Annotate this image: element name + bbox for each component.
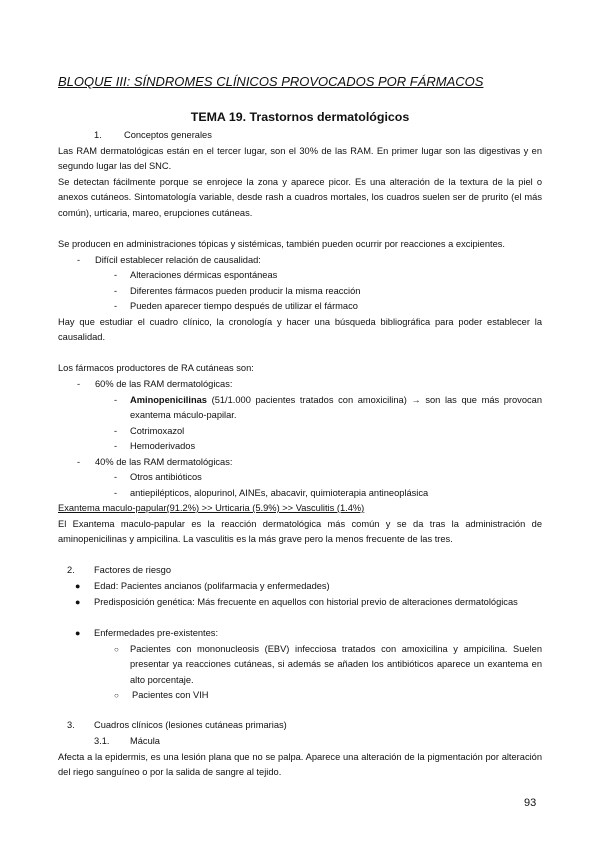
paragraph: Las RAM dermatológicas están en el tercer lugar, son el 30% de las RAM. En primer lugar son las digestivas y en segundo lugar las del SNC. (58, 146, 542, 172)
list-item: Difícil establecer relación de causalidad: (95, 255, 261, 265)
list-item: Pueden aparecer tiempo después de utilizar el fármaco (130, 301, 358, 311)
paragraph: Hay que estudiar el cuadro clínico, la cronología y hacer una búsqueda bibliográfica para poder establecer la causalidad. (58, 317, 542, 343)
dash-marker: - (114, 395, 118, 405)
paragraph: Se detectan fácilmente porque se enrojece la zona y aparece picor. Es una alteración de la textura de la piel o anexos cutáneos. Sintomatología variable, desde rash a cuadros mortales, los cuadros suelen ser de prurito (el más común), urticaria, mareo, erupciones cutáneas. (58, 177, 542, 218)
list-item: Pacientes con VIH (132, 690, 209, 700)
list-item: 60% de las RAM dermatológicas: (95, 379, 233, 389)
list-item: Otros antibióticos (130, 472, 202, 482)
drug-name: Aminopenicilinas (130, 395, 207, 405)
section-heading: Conceptos generales (124, 130, 212, 140)
dash-marker: - (114, 488, 118, 498)
list-item: Enfermedades pre-existentes: (94, 628, 219, 638)
list-item: Diferentes fármacos pueden producir la misma reacción (130, 286, 361, 296)
subsection-heading: Mácula (130, 736, 160, 746)
bullet-marker: ● (75, 597, 81, 607)
dash-marker: - (77, 255, 81, 265)
dash-marker: - (114, 270, 118, 280)
subsection-number: 3.1. (94, 736, 110, 746)
dash-marker: - (114, 441, 118, 451)
section-number: 2. (67, 565, 75, 575)
dash-marker: - (114, 426, 118, 436)
list-item: 40% de las RAM dermatológicas: (95, 457, 233, 467)
dash-marker: - (114, 301, 118, 311)
dash-marker: - (114, 472, 118, 482)
list-item: Pacientes con mononucleosis (EBV) infecciosa tratados con amoxicilina y ampicilina. Suelen presentar ya reacciones cutáneas, si además se añaden los antibióticos aparece un exantema en alto porcentaje. (130, 644, 542, 685)
paragraph: Los fármacos productores de RA cutáneas son: (58, 363, 254, 373)
list-item: Cotrimoxazol (130, 426, 185, 436)
list-item: Edad: Pacientes ancianos (polifarmacia y enfermedades) (94, 581, 330, 591)
block-title: BLOQUE III: SÍNDROMES CLÍNICOS PROVOCADOS POR FÁRMACOS (58, 74, 484, 89)
drug-description: (51/1.000 pacientes tratados con amoxicilina) → son las que más provocan exantema máculo-papilar. (130, 395, 542, 421)
list-item: Alteraciones dérmicas espontáneas (130, 270, 278, 280)
paragraph: El Exantema maculo-papular es la reacción dermatológica más común y se da tras la administración de aminopenicilinas y ampicilina. La vasculitis es la más grave pero la menos frecuente de las tres. (58, 519, 542, 545)
dash-marker: - (77, 457, 81, 467)
paragraph: Afecta a la epidermis, es una lesión plana que no se palpa. Aparece una alteración de la pigmentación por alteración del riego sanguíneo o por la salida de sangre al tejido. (58, 752, 542, 778)
page-number: 93 (524, 797, 537, 809)
dash-marker: - (77, 379, 81, 389)
list-item-aminopenicilinas (130, 393, 542, 424)
list-item: antiepilépticos, alopurinol, AINEs, abacavir, quimioterapia antineoplásica (130, 488, 429, 498)
section-number: 3. (67, 720, 75, 730)
frequency-line: Exantema maculo-papular(91.2%) >> Urticaria (5.9%) >> Vasculitis (1.4%) (58, 503, 365, 513)
paragraph: Se producen en administraciones tópicas y sistémicas, también pueden ocurrir por reacciones a excipientes. (58, 239, 505, 249)
circle-marker: ○ (114, 645, 119, 654)
page-title: TEMA 19. Trastornos dermatológicos (190, 110, 410, 124)
list-item: Predisposición genética: Más frecuente en aquellos con historial previo de alteraciones dermatológicas (94, 597, 518, 607)
bullet-marker: ● (75, 581, 81, 591)
dash-marker: - (114, 286, 118, 296)
section-number: 1. (94, 130, 102, 140)
list-item: Hemoderivados (130, 441, 196, 451)
circle-marker: ○ (114, 691, 119, 700)
bullet-marker: ● (75, 628, 81, 638)
section-heading: Factores de riesgo (94, 565, 171, 575)
section-heading: Cuadros clínicos (lesiones cutáneas primarias) (94, 720, 287, 730)
